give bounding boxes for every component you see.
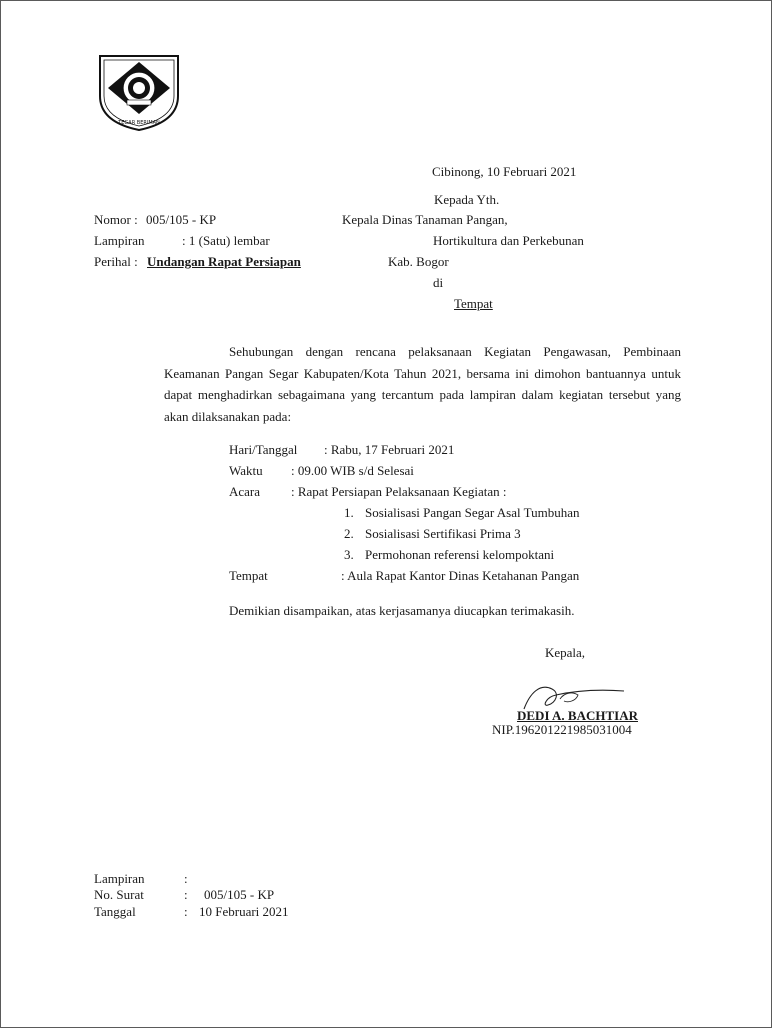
perihal-label: Perihal : [94,254,138,269]
footer-lampiran-sep: : [184,871,188,886]
recipient-line4: di [433,275,444,290]
agenda-label: Acara [229,484,261,499]
place-date: Cibinong, 10 Februari 2021 [432,164,577,179]
lampiran-label: Lampiran [94,233,145,248]
time-value: : 09.00 WIB s/d Selesai [291,463,414,478]
agenda-item-text: Permohonan referensi kelompoktani [365,547,555,562]
regency-crest-icon [96,52,182,132]
footer-tanggal-sep: : [184,904,188,919]
nomor-label: Nomor : [94,212,138,227]
logo-motto: TEGAR BERIMAN [118,120,160,126]
agenda-item-num: 3. [344,547,354,562]
recipient-line1: Kepala Dinas Tanaman Pangan, [342,212,508,227]
body-paragraph [164,341,681,427]
recipient-line5: Tempat [454,296,493,311]
place-value: : Aula Rapat Kantor Dinas Ketahanan Pangan [341,568,580,583]
signatory-nip: NIP.196201221985031004 [492,722,632,737]
agenda-item-num: 2. [344,526,354,541]
nomor-value: 005/105 - KP [146,212,217,227]
signatory-title: Kepala, [545,645,586,660]
time-label: Waktu [229,463,263,478]
agenda-item-num: 1. [344,505,354,520]
date-value: : Rabu, 17 Februari 2021 [324,442,455,457]
footer-nosurat-sep: : [184,887,188,902]
recipient-line3: Kab. Bogor [388,254,449,269]
perihal-value: Undangan Rapat Persiapan [147,254,301,269]
agenda-item-text: Sosialisasi Pangan Segar Asal Tumbuhan [365,505,580,520]
date-label: Hari/Tanggal [229,442,298,457]
footer-tanggal-label: Tanggal [94,904,136,919]
agenda-item-text: Sosialisasi Sertifikasi Prima 3 [365,526,521,541]
footer-lampiran-label: Lampiran [94,871,145,886]
place-label: Tempat [229,568,268,583]
agenda-value: : Rapat Persiapan Pelaksanaan Kegiatan : [291,484,507,499]
recipient-salutation: Kepada Yth. [434,192,500,207]
footer-tanggal-value: 10 Februari 2021 [199,904,289,919]
closing-text: Demikian disampaikan, atas kerjasamanya diucapkan terimakasih. [229,603,575,618]
body-paragraph-text: Sehubungan dengan rencana pelaksanaan Kegiatan Pengawasan, Pembinaan Keamanan Pangan Segar Kabupaten/Kota Tahun 2021, bersama ini dimohon bantuannya untuk dapat menghadirkan sebagaimana yang tercantum pada lampiran dalam kegiatan tersebut yang akan dilaksanakan pada: [164,344,681,424]
lampiran-value: : 1 (Satu) lembar [182,233,270,248]
signatory-name: DEDI A. BACHTIAR [517,708,638,723]
recipient-line2: Hortikultura dan Perkebunan [433,233,584,248]
footer-nosurat-label: No. Surat [94,887,144,902]
footer-nosurat-value: 005/105 - KP [204,887,275,902]
